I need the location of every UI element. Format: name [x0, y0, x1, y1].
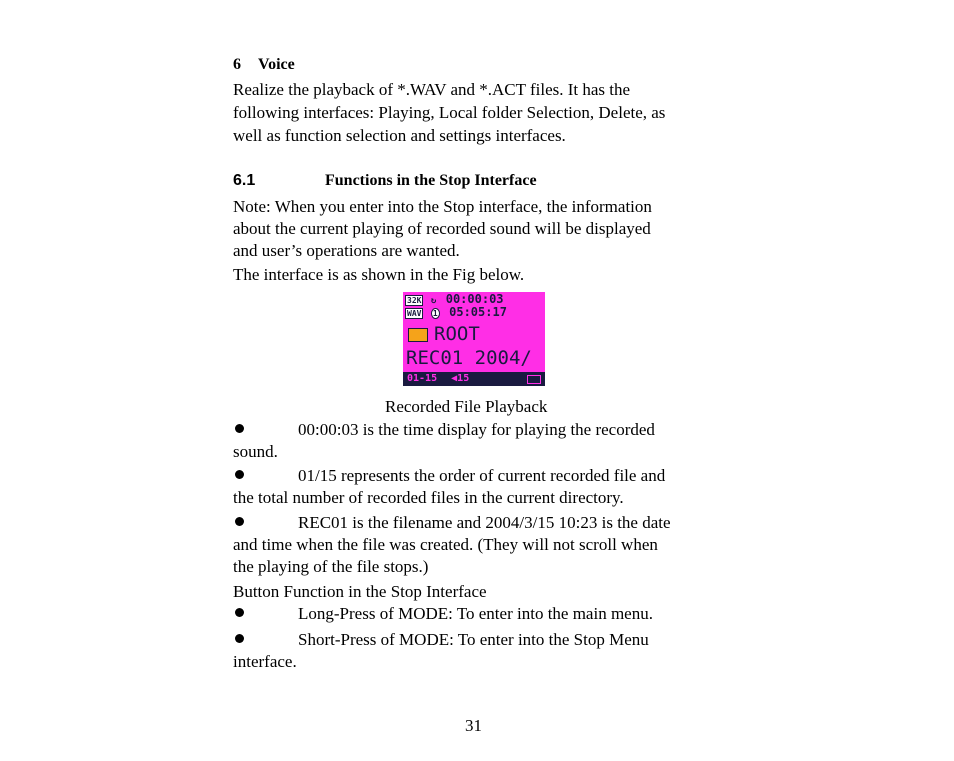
bullet-text-cont: the total number of recorded files in the current directory. — [233, 488, 624, 507]
note-line: Note: When you enter into the Stop interface, the information — [233, 197, 652, 216]
subsection-title: Functions in the Stop Interface — [325, 172, 537, 189]
bullet-text: 01/15 represents the order of current recorded file and — [298, 466, 666, 485]
subsection-number: 6.1 — [233, 172, 256, 189]
intro-line: following interfaces: Playing, Local folder Selection, Delete, as — [233, 103, 666, 122]
bullet-text-cont: interface. — [233, 652, 297, 671]
bullet-dot — [235, 424, 244, 433]
elapsed-time: 00:00:03 — [445, 292, 504, 306]
folder-icon — [408, 328, 428, 342]
section-heading — [233, 56, 295, 74]
bullet-text: 00:00:03 is the time display for playing the recorded — [298, 420, 655, 439]
bullet-text: Long-Press of MODE: To enter into the main menu. — [298, 604, 653, 623]
note-line: and user’s operations are wanted. — [233, 241, 460, 260]
bullet-text: Short-Press of MODE: To enter into the Stop Menu — [298, 630, 649, 649]
battery-icon — [527, 375, 541, 384]
volume-level: 15 — [457, 373, 470, 384]
bullet-text: REC01 is the filename and 2004/3/15 10:23 is the date — [298, 513, 671, 532]
bullet-dot — [235, 608, 244, 617]
total-time: 05:05:17 — [449, 305, 507, 319]
intro-line: Realize the playback of *.WAV and *.ACT files. It has the — [233, 80, 631, 99]
intro-line: well as function selection and settings interfaces. — [233, 126, 566, 145]
repeat-icon: ↻ — [430, 296, 437, 306]
bullet-dot — [235, 517, 244, 526]
note-line: The interface is as shown in the Fig below. — [233, 265, 525, 284]
subsection-heading — [233, 172, 537, 190]
section-number: 6 — [233, 56, 241, 73]
bullet-text-cont: sound. — [233, 442, 278, 461]
figure-caption: Recorded File Playback — [385, 397, 548, 416]
button-function-heading: Button Function in the Stop Interface — [233, 582, 487, 601]
lcd-status-bar — [403, 372, 545, 386]
note-line: about the current playing of recorded sound will be displayed — [233, 219, 651, 238]
bullet-dot — [235, 470, 244, 479]
section-title: Voice — [258, 56, 295, 73]
volume-icon: ◀ — [451, 373, 458, 384]
file-info-line: REC01 2004/ — [406, 347, 532, 369]
format-badge: WAV — [407, 309, 422, 318]
page-number: 31 — [465, 716, 482, 735]
bullet-text-cont: the playing of the file stops.) — [233, 557, 429, 576]
file-index: 01-15 — [407, 373, 438, 384]
repeat-number-badge: 1 — [432, 309, 438, 318]
bitrate-badge: 32K — [407, 296, 422, 305]
bullet-text-cont: and time when the file was created. (They will not scroll when — [233, 535, 658, 554]
bullet-dot — [235, 634, 244, 643]
folder-name: ROOT — [434, 323, 480, 345]
lcd-screen-figure — [403, 292, 545, 386]
